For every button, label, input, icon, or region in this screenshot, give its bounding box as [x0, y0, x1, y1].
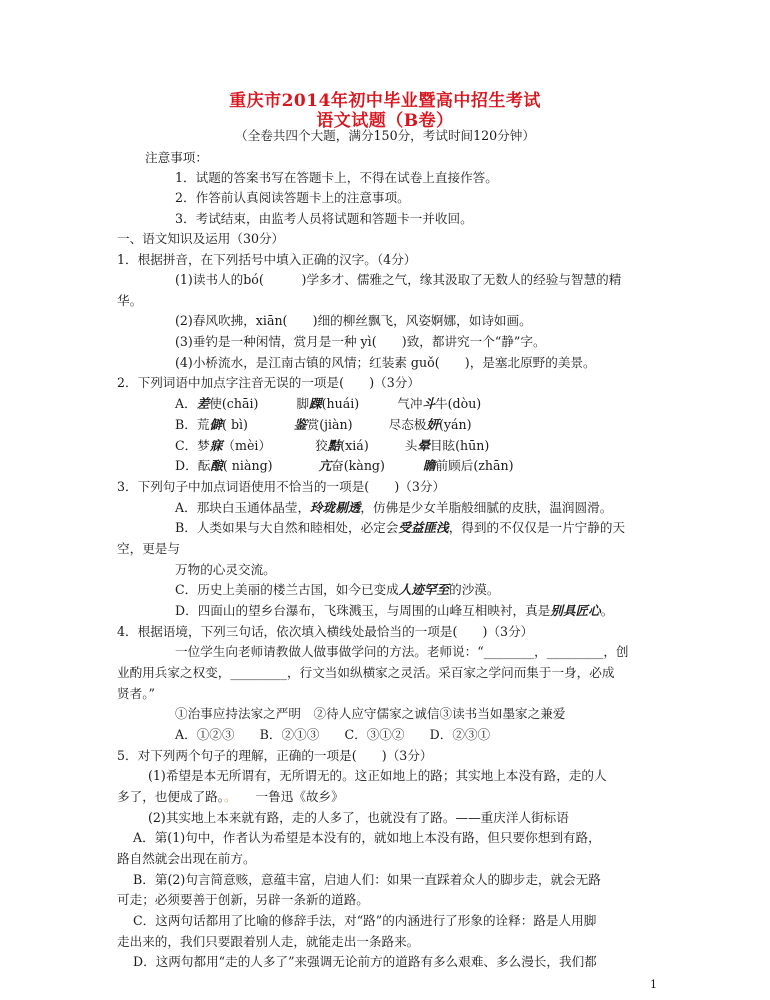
- question-stem: 4．根据语境，下列三句话，依次填入横线处最恰当的一项是( )（3分）: [117, 624, 534, 639]
- option-b-cont: 空，更是与: [117, 541, 180, 556]
- question-stem: 5．对下列两个句子的理解，正确的一项是( )（3分）: [117, 748, 433, 763]
- option-d: D．四面山的望乡台瀑布，飞珠溅玉，与周围的山峰互相映衬，真是别具匠心。: [175, 603, 614, 618]
- question-line: (4)小桥流水，是江南古镇的风情；红装素 guǒ( )，是塞北原野的美景。: [175, 355, 596, 370]
- question-line: 一位学生向老师请教做人做事做学问的方法。老师说：“________，_________，创: [175, 644, 629, 659]
- option-c-cont: 走出来的，我们只要跟着别人走，就能走出一条路来。: [117, 934, 420, 949]
- exam-info: （全卷共四个大题，满分150分，考试时间120分钟）: [235, 128, 535, 143]
- notice-heading: 注意事项：: [145, 150, 208, 165]
- section-heading: 一、语文知识及运用（30分）: [117, 231, 285, 246]
- page-number: 1: [650, 978, 657, 991]
- quote-line: 多了，也便成了路。。 一鲁迅《故乡》: [117, 789, 344, 804]
- option-a: A．第(1)句中，作者认为希望是本没有的，就如地上本没有路，但只要你想到有路，: [133, 830, 601, 845]
- option-a-cont: 路自然就会出现在前方。: [117, 851, 256, 866]
- option-b-cont: 万物的心灵交流。: [175, 562, 276, 577]
- notice-item: 3．考试结束，由监考人员将试题和答题卡一并收回。: [175, 211, 473, 226]
- exam-title: 重庆市2014年初中毕业暨高中招生考试: [229, 91, 541, 111]
- question-line: 贤者。”: [117, 686, 155, 701]
- option-row: C．梦寐（mèi） 狡黠(xiá) 头晕目眩(hūn): [175, 438, 490, 453]
- question-line: ①治事应持法家之严明 ②待人应守儒家之诚信③读书当如墨家之兼爱: [175, 706, 566, 721]
- question-stem: 3．下列句子中加点词语使用不恰当的一项是( )（3分）: [117, 479, 446, 494]
- option-row: D．酝酿( niàng) 亢奋(kàng) 瞻前顾后(zhān): [175, 458, 514, 473]
- exam-subtitle-title: 语文试题（B卷）: [316, 111, 454, 131]
- notice-item: 2．作答前认真阅读答题卡上的注意事项。: [175, 190, 410, 205]
- question-line: (3)垂钓是一种闲情，赏月是一种 yì( )致，都讲究一个“静”字。: [175, 334, 546, 349]
- option-c: C．历史上美丽的楼兰古国，如今已变成人迹罕至的沙漠。: [175, 582, 500, 597]
- option-d: D．这两句都用“走的人多了”来强调无论前方的道路有多么艰难、多么漫长，我们都: [133, 954, 597, 969]
- option-row: A．差使(chāi) 脚踝(huái) 气冲斗牛(dòu): [175, 396, 482, 411]
- quote-line: (1)希望是本无所谓有，无所谓无的。这正如地上的路；其实地上本没有路，走的人: [148, 768, 607, 783]
- option-a: A．那块白玉通体晶莹，玲珑剔透，仿佛是少女羊脂般细腻的皮肤，温润圆滑。: [175, 500, 613, 515]
- notice-item: 1．试题的答案书写在答题卡上，不得在试卷上直接作答。: [175, 170, 498, 185]
- option-b: B．人类如果与大自然和睦相处，必定会受益匪浅，得到的不仅仅是一片宁静的天: [175, 520, 626, 535]
- option-row: B．荒僻( bì) 鉴赏(jiàn) 尽态极妍(yán): [175, 417, 472, 432]
- quote-line: (2)其实地上本来就有路，走的人多了，也就没有了路。——重庆洋人街标语: [148, 810, 569, 825]
- question-line: 华。: [117, 293, 143, 308]
- question-stem: 2．下列词语中加点字注音无误的一项是( )（3分）: [117, 375, 420, 390]
- question-line: 业酌用兵家之权变，_________，行文当如纵横家之灵活。采百家之学问而集于一身，必成: [117, 665, 615, 680]
- question-stem: 1．根据拼音，在下列括号中填入正确的汉字。（4分）: [117, 252, 417, 267]
- answer-choices: A．①②③ B．②①③ C．③①② D．②③①: [175, 727, 491, 742]
- option-c: C．这两句话都用了比喻的修辞手法，对“路”的内涵进行了形象的诠释：路是人用脚: [133, 913, 597, 928]
- question-line: (1)读书人的bó( )学多才、儒雅之气，缘其汲取了无数人的经验与智慧的精: [175, 272, 622, 287]
- option-b-cont: 可走；必须要善于创新，另辟一条新的道路。: [117, 892, 369, 907]
- question-line: (2)春风吹拂，xiān( )细的柳丝飘飞，风姿婀娜，如诗如画。: [175, 313, 532, 328]
- option-b: B．第(2)句言简意赅，意蕴丰富，启迪人们：如果一直踩着众人的脚步走，就会无路: [133, 872, 601, 887]
